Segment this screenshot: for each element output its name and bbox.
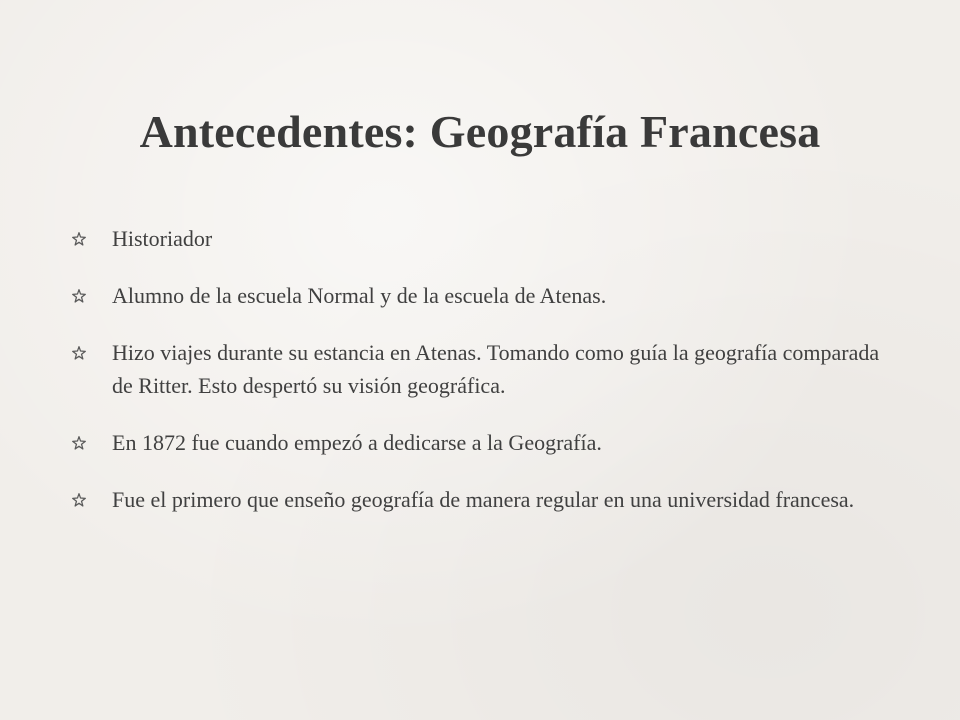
bullet-text: Hizo viajes durante su estancia en Atenas. Tomando como guía la geografía comparada de Ritter. Esto despertó su visión geográfica. — [112, 340, 880, 398]
star-bullet-icon — [68, 336, 90, 369]
star-bullet-icon — [68, 279, 90, 312]
bullet-item — [68, 336, 888, 402]
bullet-text: Fue el primero que enseño geografía de manera regular en una universidad francesa. — [112, 487, 855, 512]
star-bullet-icon — [68, 222, 90, 255]
star-bullet-icon — [68, 483, 90, 516]
bullet-item — [68, 426, 888, 459]
bullet-text: Historiador — [112, 226, 213, 251]
star-bullet-icon — [68, 426, 90, 459]
slide-title: Antecedentes: Geografía Francesa — [139, 106, 821, 157]
bullet-text: Alumno de la escuela Normal y de la escuela de Atenas. — [112, 283, 607, 308]
bullet-text: En 1872 fue cuando empezó a dedicarse a la Geografía. — [112, 430, 602, 455]
bullet-item — [68, 222, 888, 255]
bullet-list — [68, 222, 888, 540]
bullet-item — [68, 483, 888, 516]
bullet-item — [68, 279, 888, 312]
